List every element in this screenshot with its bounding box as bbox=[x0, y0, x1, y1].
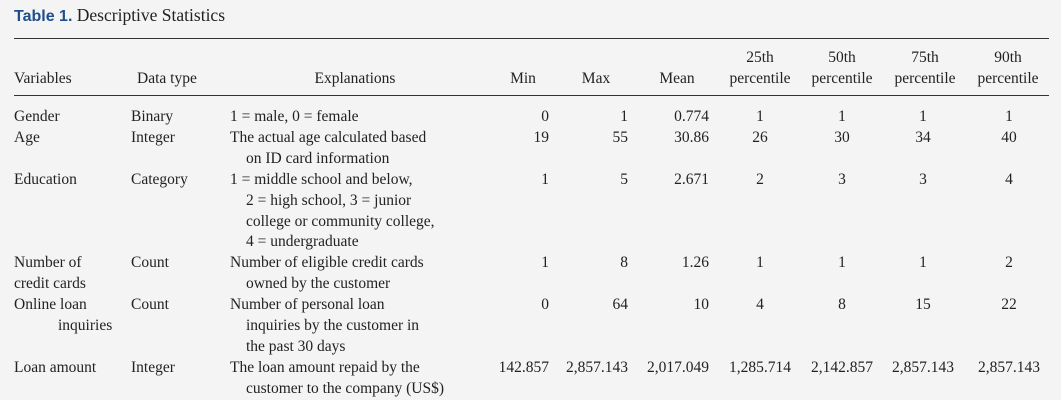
cell-max: 5 bbox=[620, 171, 628, 188]
header-explanations: Explanations bbox=[314, 70, 396, 87]
cell-p50: 8 bbox=[838, 296, 846, 313]
cell-p50: 30 bbox=[834, 129, 850, 146]
cell-min: 142.857 bbox=[498, 359, 549, 376]
cell-variable: credit cards bbox=[14, 274, 86, 292]
cell-explanation: college or community college, bbox=[246, 212, 435, 230]
cell-p25: 1,285.714 bbox=[729, 359, 791, 376]
cell-max: 2,857.143 bbox=[566, 359, 628, 376]
header-p90-top: 90th bbox=[994, 49, 1022, 66]
cell-p90: 22 bbox=[1001, 296, 1017, 313]
cell-data-type: Category bbox=[131, 171, 188, 188]
cell-p25: 1 bbox=[756, 254, 764, 271]
header-p75-top: 75th bbox=[911, 49, 939, 66]
cell-p50: 2,142.857 bbox=[811, 359, 873, 376]
cell-explanation: 1 = male, 0 = female bbox=[230, 108, 359, 125]
header-min: Min bbox=[510, 70, 536, 87]
cell-explanation: inquiries by the customer in bbox=[246, 316, 420, 334]
cell-data-type: Binary bbox=[131, 108, 174, 125]
cell-max: 55 bbox=[612, 129, 628, 146]
header-variables: Variables bbox=[14, 70, 72, 87]
table-title: Descriptive Statistics bbox=[76, 5, 226, 25]
cell-max: 1 bbox=[620, 108, 628, 125]
cell-explanation: The loan amount repaid by the bbox=[230, 359, 420, 376]
cell-max: 8 bbox=[620, 254, 628, 271]
header-p25-top: 25th bbox=[746, 49, 774, 66]
cell-min: 1 bbox=[541, 171, 549, 188]
cell-explanation: on ID card information bbox=[246, 149, 390, 167]
cell-p75: 34 bbox=[915, 129, 931, 146]
cell-variable: Gender bbox=[14, 108, 60, 125]
cell-p50: 1 bbox=[838, 254, 846, 271]
cell-p25: 4 bbox=[756, 296, 764, 313]
cell-mean: 2,017.049 bbox=[647, 359, 709, 376]
cell-explanation: 4 = undergraduate bbox=[246, 233, 359, 251]
cell-p90: 4 bbox=[1005, 171, 1013, 188]
cell-max: 64 bbox=[612, 296, 628, 313]
cell-p25: 26 bbox=[752, 129, 768, 146]
cell-explanation: 1 = middle school and below, bbox=[230, 171, 413, 188]
cell-min: 0 bbox=[541, 296, 549, 313]
cell-mean: 2.671 bbox=[674, 171, 709, 188]
cell-p75: 2,857.143 bbox=[892, 359, 954, 376]
cell-explanation: the past 30 days bbox=[246, 337, 346, 355]
header-p75-bottom: percentile bbox=[894, 70, 956, 87]
cell-explanation: customer to the company (US$) bbox=[246, 379, 445, 397]
cell-p75: 1 bbox=[919, 108, 927, 125]
top-rule bbox=[14, 38, 1049, 39]
cell-explanation: 2 = high school, 3 = junior bbox=[246, 191, 412, 209]
cell-p90: 1 bbox=[1005, 108, 1013, 125]
cell-data-type: Integer bbox=[131, 129, 175, 146]
cell-data-type: Count bbox=[131, 296, 169, 313]
cell-p90: 2,857.143 bbox=[978, 359, 1040, 376]
cell-data-type: Integer bbox=[131, 359, 175, 376]
header-max: Max bbox=[581, 70, 611, 87]
cell-mean: 10 bbox=[693, 296, 709, 313]
cell-p75: 15 bbox=[915, 296, 931, 313]
cell-explanation: The actual age calculated based bbox=[230, 129, 427, 146]
cell-variable: Education bbox=[14, 171, 77, 188]
cell-p25: 1 bbox=[756, 108, 764, 125]
cell-p75: 3 bbox=[919, 171, 927, 188]
cell-explanation: owned by the customer bbox=[246, 274, 391, 292]
cell-p75: 1 bbox=[919, 254, 927, 271]
cell-variable: Online loan bbox=[14, 296, 87, 313]
cell-p90: 40 bbox=[1001, 129, 1017, 146]
header-p90-bottom: percentile bbox=[977, 70, 1039, 87]
cell-p50: 1 bbox=[838, 108, 846, 125]
cell-min: 19 bbox=[533, 129, 549, 146]
header-p25-bottom: percentile bbox=[729, 70, 791, 87]
cell-min: 0 bbox=[541, 108, 549, 125]
cell-variable: Loan amount bbox=[14, 359, 97, 376]
header-rule bbox=[14, 95, 1049, 96]
cell-p25: 2 bbox=[756, 171, 764, 188]
cell-variable: Number of bbox=[14, 254, 82, 271]
cell-p90: 2 bbox=[1005, 254, 1013, 271]
cell-variable: Age bbox=[14, 129, 40, 146]
cell-mean: 30.86 bbox=[674, 129, 709, 146]
header-p50-top: 50th bbox=[828, 49, 856, 66]
cell-mean: 1.26 bbox=[681, 254, 709, 271]
cell-p50: 3 bbox=[838, 171, 846, 188]
cell-explanation: Number of eligible credit cards bbox=[230, 254, 424, 271]
cell-variable: inquiries bbox=[58, 316, 113, 334]
header-p50-bottom: percentile bbox=[811, 70, 873, 87]
table-label: Table 1. bbox=[14, 8, 73, 25]
cell-min: 1 bbox=[541, 254, 549, 271]
cell-explanation: Number of personal loan bbox=[230, 296, 385, 313]
header-data-type: Data type bbox=[137, 70, 197, 87]
header-mean: Mean bbox=[659, 70, 695, 87]
table-caption bbox=[14, 4, 225, 28]
cell-mean: 0.774 bbox=[674, 108, 709, 125]
cell-data-type: Count bbox=[131, 254, 169, 271]
